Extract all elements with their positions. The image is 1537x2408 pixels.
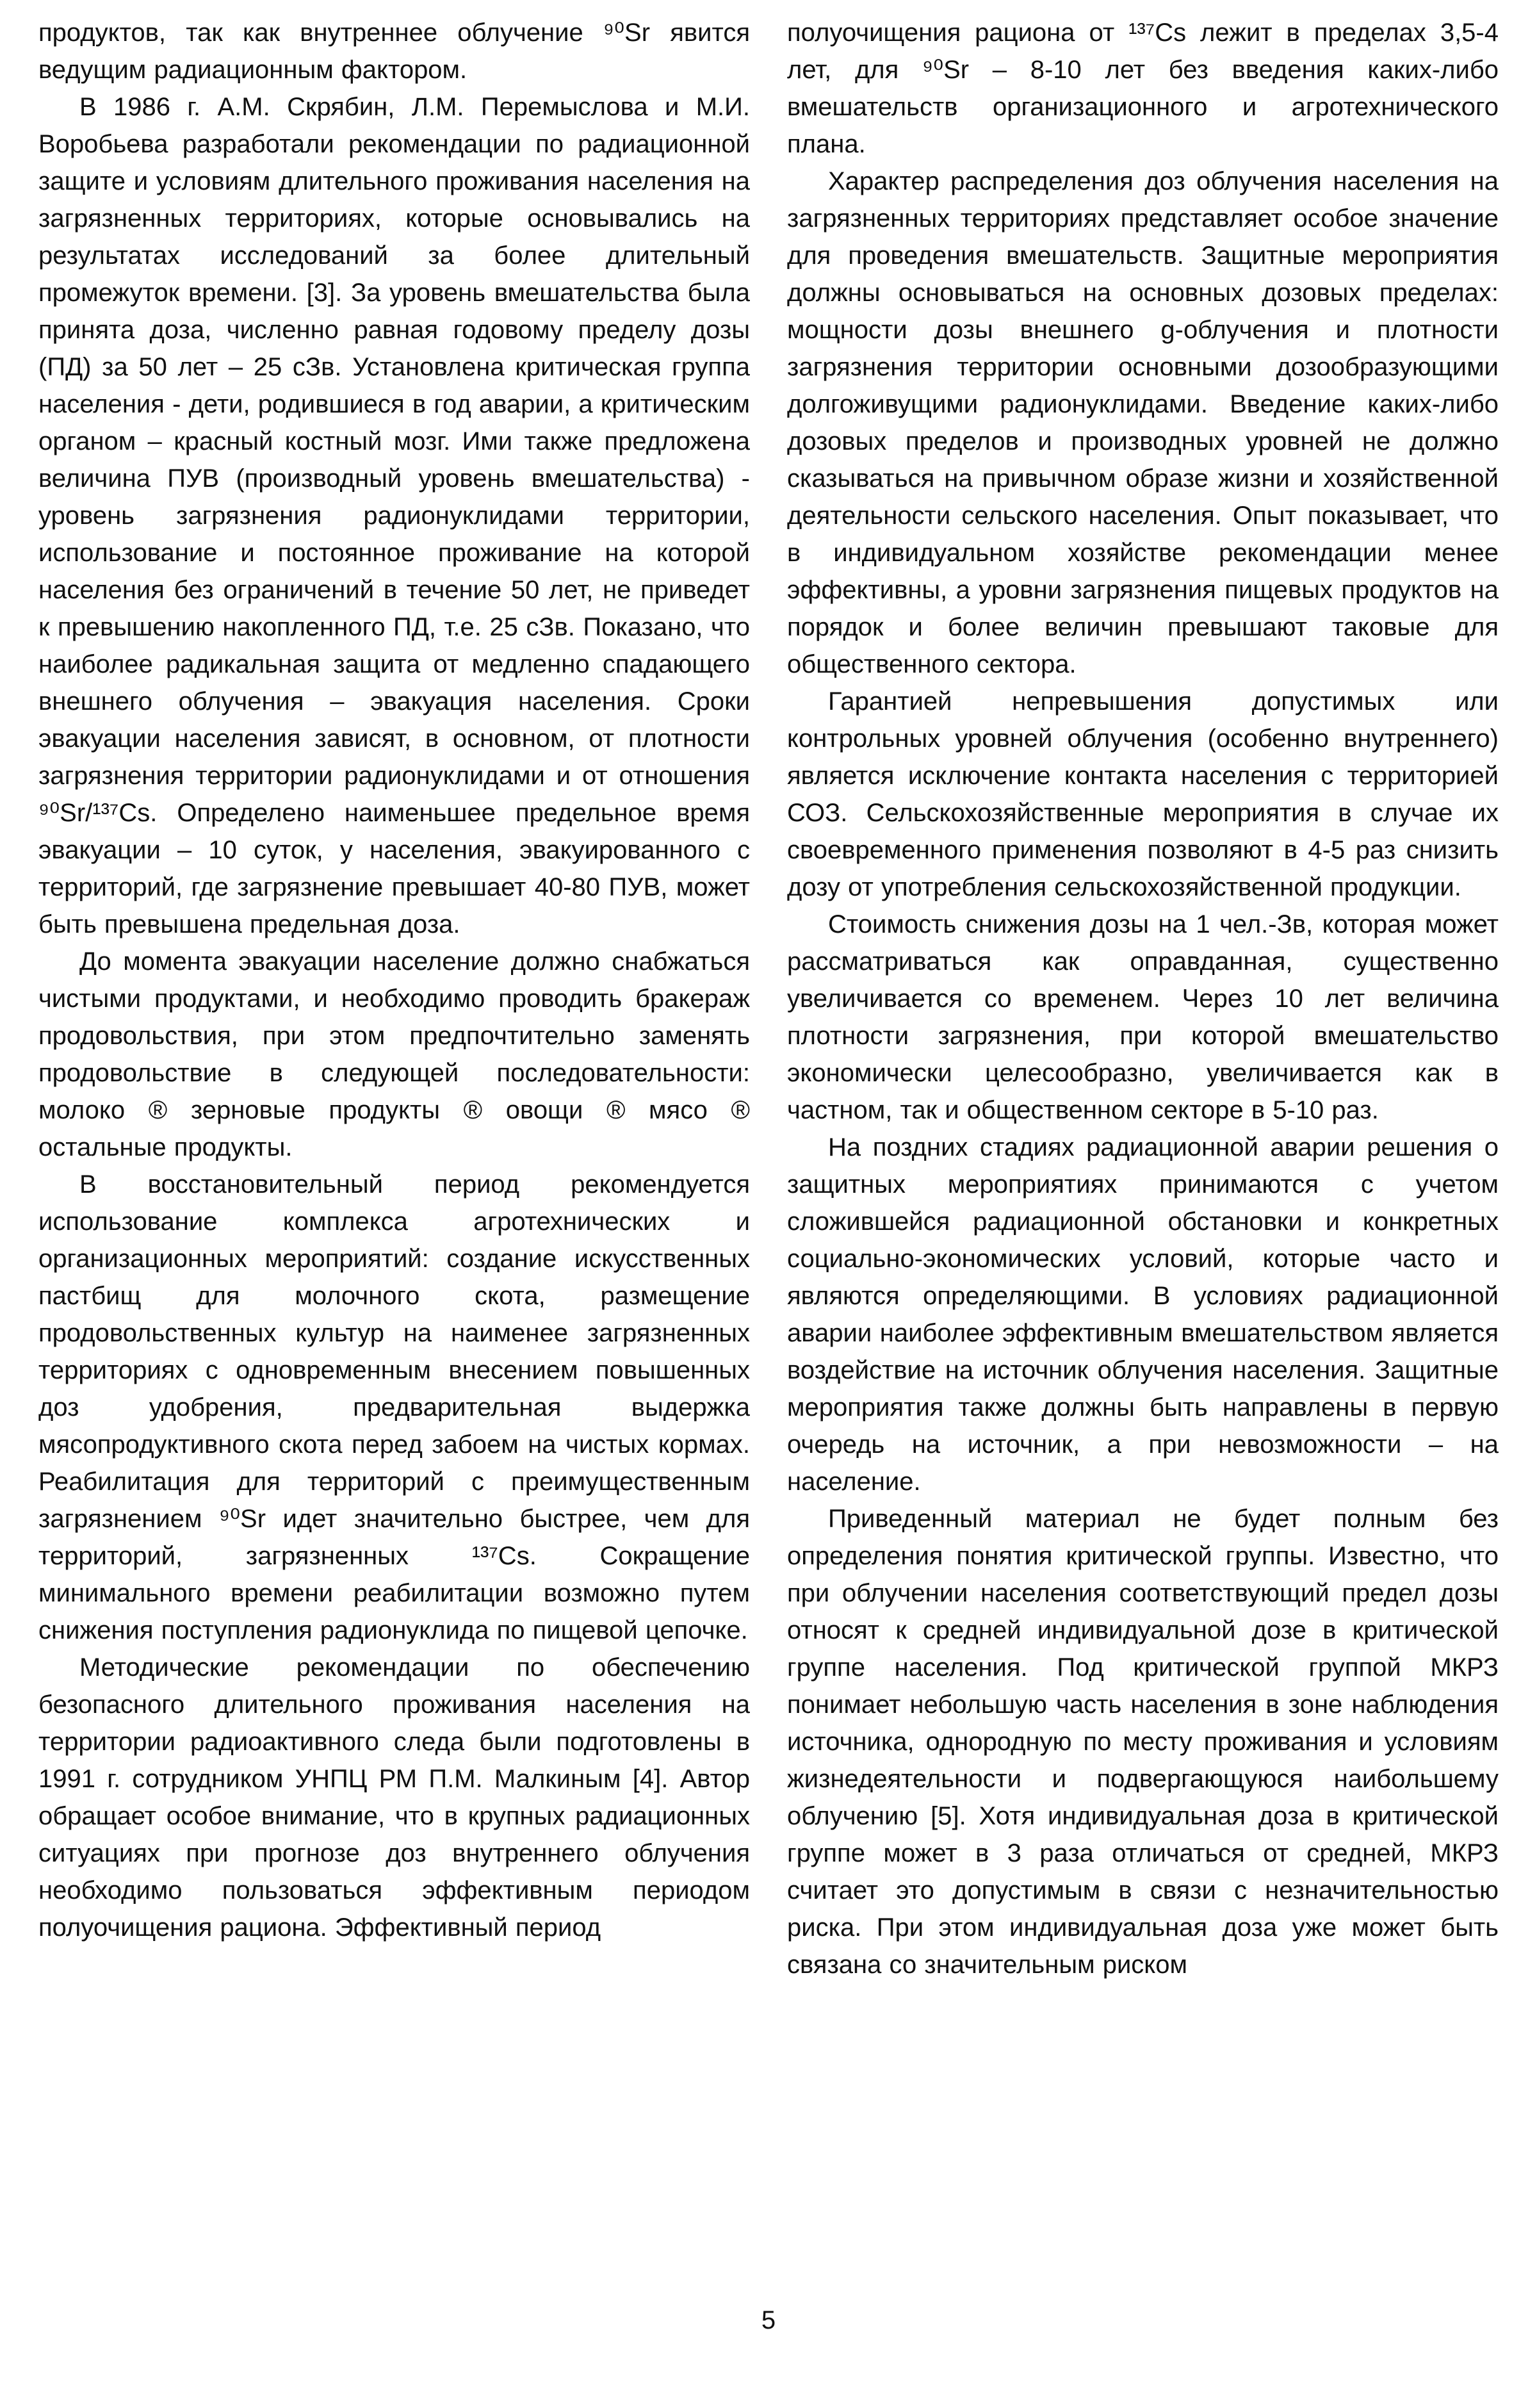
paragraph: Гарантией непревышения допустимых или контрольных уровней облучения (особенно внутреннего) является исключение контакта населения с территорией СОЗ. Сельскохозяйственные мероприятия в случае их своевременного применения позволяют в 4-5 раз снизить дозу от употребления сельскохозяйственной продукции. (787, 687, 1499, 901)
paragraph: продуктов, так как внутреннее облучение ⁹⁰Sr явится ведущим радиационным фактором. (38, 19, 750, 84)
paragraph: Методические рекомендации по обеспечению безопасного длительного проживания населения на территории радиоактивного следа были подготовлены в 1991 г. сотрудником УНПЦ РМ П.М. Малкиным [4]. Автор обращает особое внимание, что в крупных радиационных ситуациях при прогнозе доз внутреннего облучения необходимо пользоваться эффективным периодом полуочищения рациона. Эффективный период (38, 1653, 750, 1942)
paragraph: Приведенный материал не будет полным без определения понятия критической группы. Известно, что при облучении населения соответствующий предел дозы относят к средней индивидуальной дозе в критической группе населения. Под критической группой МКРЗ понимает небольшую часть населения в зоне наблюдения источника, однородную по месту проживания и условиям жизнедеятельности и подвергающуюся наибольшему облучению [5]. Хотя индивидуальная доза в критической группе может в 3 раза отличаться от средней, МКРЗ считает это допустимым в связи с незначительностью риска. При этом индивидуальная доза уже может быть связана со значительным риском (787, 1505, 1499, 1979)
right-column (787, 14, 1499, 1983)
page-number: 5 (761, 2306, 776, 2334)
paragraph: В восстановительный период рекомендуется использование комплекса агротехнических и организационных мероприятий: создание искусственных пастбищ для молочного скота, размещение продовольственных культур на наименее загрязненных территориях с одновременным внесением повышенных доз удобрения, предварительная выдержка мясопродуктивного скота перед забоем на чистых кормах. Реабилитация для территорий с преимущественным загрязнением ⁹⁰Sr идет значительно быстрее, чем для территорий, загрязненных ¹³⁷Cs. Сокращение минимального времени реабилитации возможно путем снижения поступления радионуклида по пищевой цепочке. (38, 1170, 750, 1644)
paragraph: Характер распределения доз облучения населения на загрязненных территориях представляет особое значение для проведения вмешательств. Защитные мероприятия должны основываться на основных дозовых пределах: мощности дозы внешнего g-облучения и плотности загрязнения территории основными дозообразующими долгоживущими радионуклидами. Введение каких-либо дозовых пределов и производных уровней не должно сказываться на привычном образе жизни и хозяйственной деятельности сельского населения. Опыт показывает, что в индивидуальном хозяйстве рекомендации менее эффективны, а уровни загрязнения пищевых продуктов на порядок и более величин превышают таковые для общественного сектора. (787, 167, 1499, 678)
paragraph: На поздних стадиях радиационной аварии решения о защитных мероприятиях принимаются с учетом сложившейся радиационной обстановки и конкретных социально-экономических условий, которые часто и являются определяющими. В условиях радиационной аварии наиболее эффективным вмешательством является воздействие на источник облучения населения. Защитные мероприятия также должны быть направлены в первую очередь на источник, а при невозможности – на население. (787, 1133, 1499, 1496)
paragraph: Стоимость снижения дозы на 1 чел.-Зв, которая может рассматриваться как оправданная, существенно увеличивается со временем. Через 10 лет величина плотности загрязнения, при которой вмешательство экономически целесообразно, увеличивается как в частном, так и общественном секторе в 5-10 раз. (787, 910, 1499, 1124)
paragraph: До момента эвакуации население должно снабжаться чистыми продуктами, и необходимо проводить бракераж продовольствия, при этом предпочтительно заменять продовольствие в следующей последовательности: молоко ® зерновые продукты ® овощи ® мясо ® остальные продукты. (38, 947, 750, 1161)
left-column (38, 14, 750, 1983)
paragraph: В 1986 г. А.М. Скрябин, Л.М. Перемыслова и М.И. Воробьева разработали рекомендации по радиационной защите и условиям длительного проживания населения на загрязненных территориях, которые основывались на результатах исследований за более длительный промежуток времени. [3]. За уровень вмешательства была принята доза, численно равная годовому пределу дозы (ПД) за 50 лет – 25 сЗв. Установлена критическая группа населения - дети, родившиеся в год аварии, а критическим органом – красный костный мозг. Ими также предложена величина ПУВ (производный уровень вмешательства) - уровень загрязнения радионуклидами территории, использование и постоянное проживание на которой населения без ограничений в течение 50 лет, не приведет к превышению накопленного ПД, т.е. 25 сЗв. Показано, что наиболее радикальная защита от медленно спадающего внешнего облучения – эвакуация населения. Сроки эвакуации населения зависят, в основном, от плотности загрязнения территории радионуклидами и от отношения ⁹⁰Sr/¹³⁷Cs. Определено наименьшее предельное время эвакуации – 10 суток, у населения, эвакуированного с территорий, где загрязнение превышает 40-80 ПУВ, может быть превышена предельная доза. (38, 93, 750, 938)
paragraph: полуочищения рациона от ¹³⁷Cs лежит в пределах 3,5-4 лет, для ⁹⁰Sr – 8-10 лет без введения каких-либо вмешательств организационного и агротехнического плана. (787, 19, 1499, 158)
